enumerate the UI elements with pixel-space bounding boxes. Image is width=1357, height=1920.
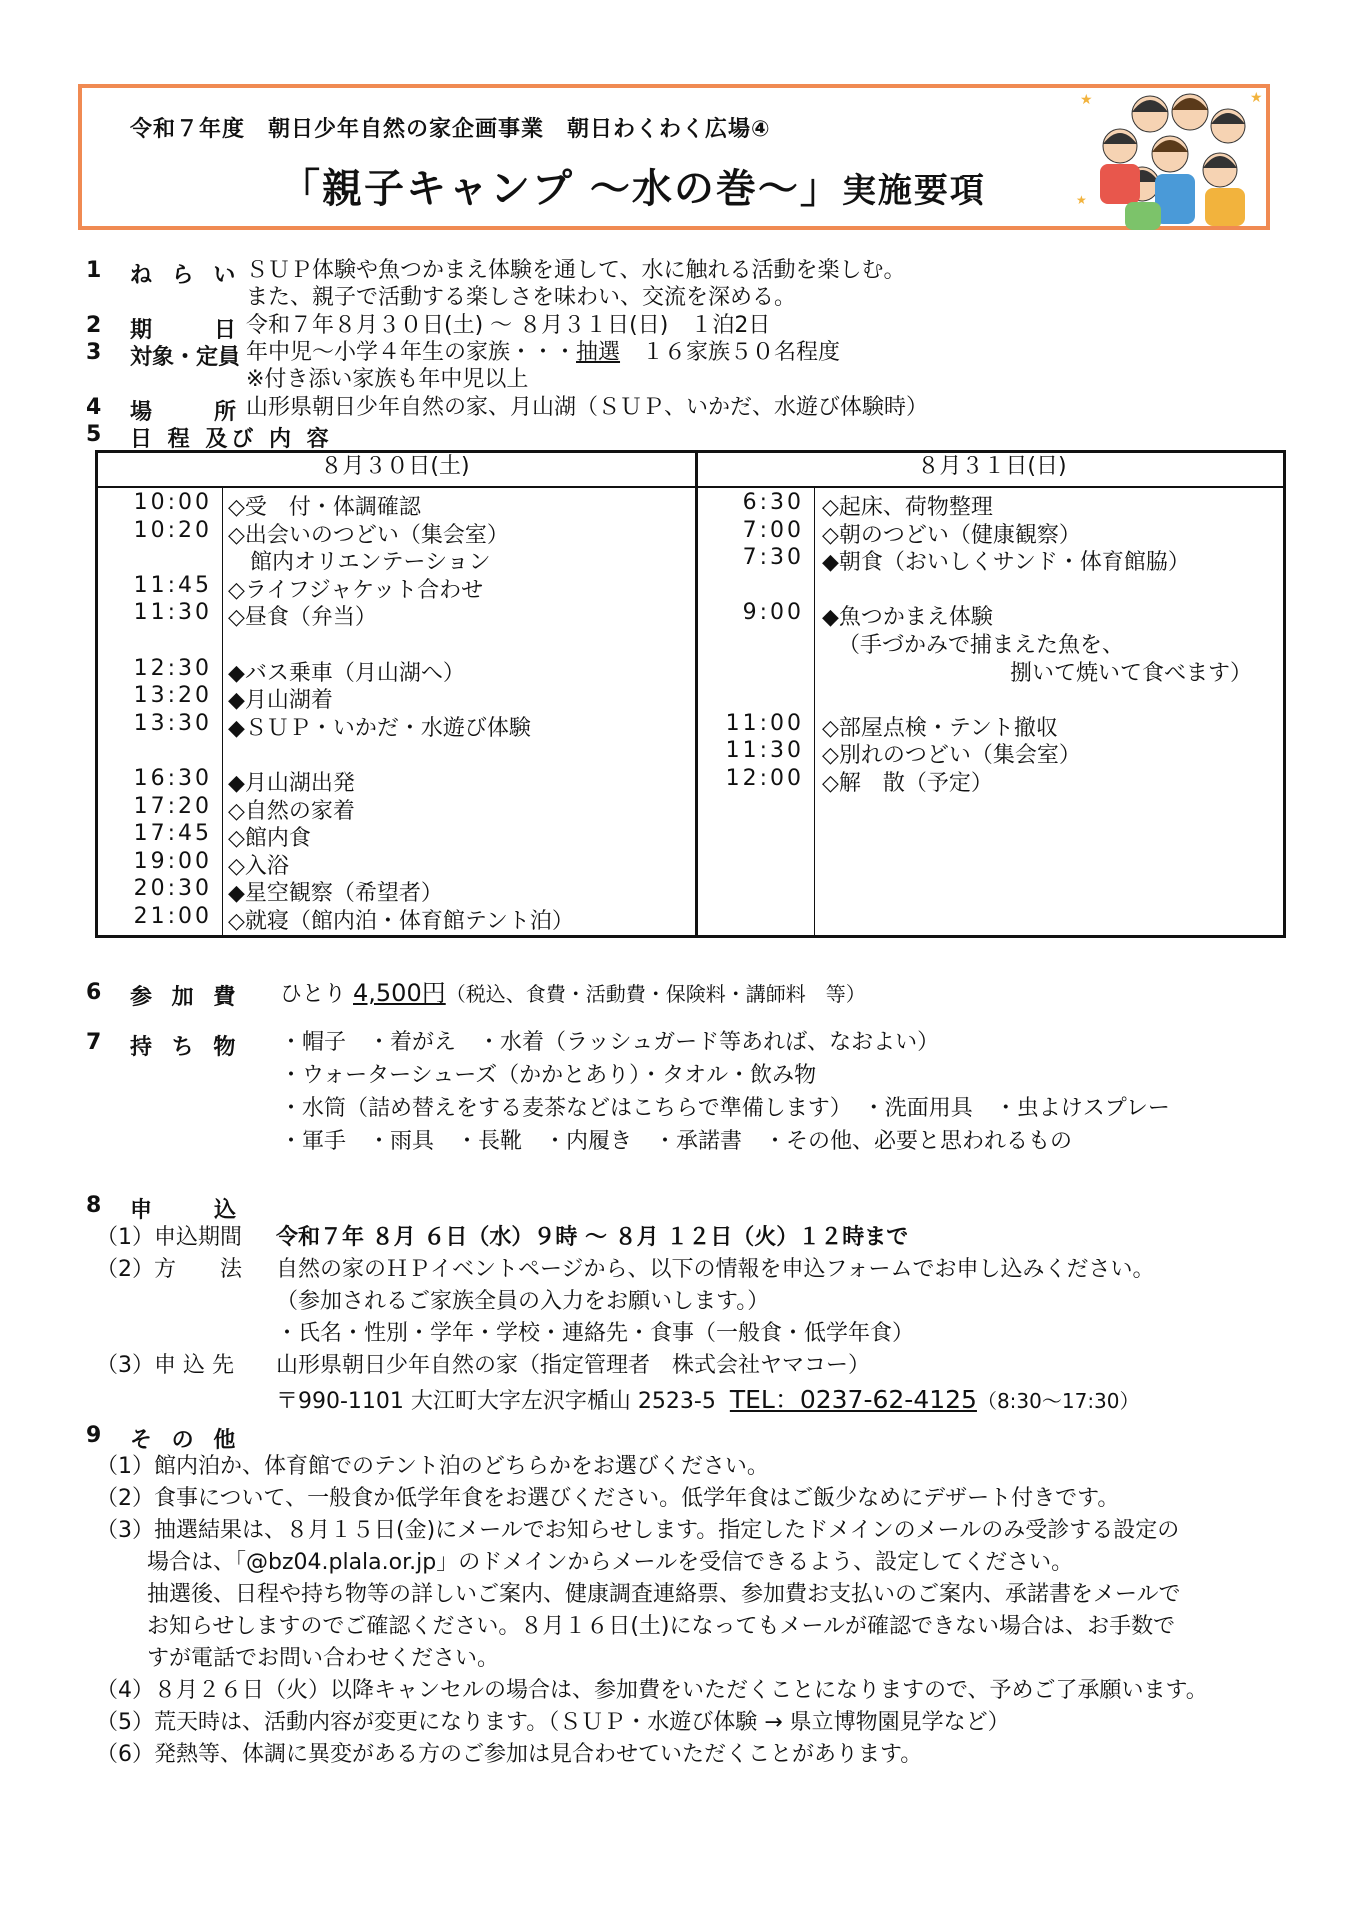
items-line-1: ・帽子 ・着がえ ・水着（ラッシュガード等あれば、なおよい） [280,1030,940,1055]
section-2-label: 期 日 [130,318,243,343]
day2-activity: （手づかみで捕まえた魚を、 [838,633,1125,658]
day2-activity: ◇朝のつどい（健康観察） [822,522,1081,548]
other-note-line: すが電話でお問い合わせください。 [96,1646,499,1671]
day2-header: ８月３１日(日) [917,454,1067,479]
day1-activity: ◇ライフジャケット合わせ [228,577,484,603]
day2-activity: ◇部屋点検・テント撤収 [822,715,1058,741]
table-header-divider [95,486,1286,488]
day1-activity: ◇入浴 [228,853,289,879]
apply-dest: 山形県朝日少年自然の家（指定管理者 株式会社ヤマコー） [276,1353,871,1378]
address: 〒990-1101 大江町大字左沢字楯山 2523-5 [276,1389,716,1414]
fee-amount: 4,500円 [353,979,446,1007]
section-7-number: 7 [86,1030,102,1055]
children-illustration [1070,84,1270,230]
apply-contact [276,1387,1140,1415]
day2-time: 11:00 [725,710,804,736]
table-time-divider-day1 [222,488,223,938]
fee-text [280,980,866,1008]
day2-activity: ◇解 散（予定） [822,771,993,796]
svg-text:★: ★ [1250,90,1263,106]
phone-number: TEL：0237-62-4125 [729,1385,977,1414]
table-time-divider-day2 [814,488,815,938]
venue-text: 山形県朝日少年自然の家、月山湖（ＳＵＰ、いかだ、水遊び体験時） [246,395,929,420]
svg-text:★: ★ [1080,92,1093,108]
day2-time: 11:30 [725,738,804,764]
section-4-number: 4 [86,395,102,420]
day1-activity: ◆ＳＵＰ・いかだ・水遊び体験 [228,715,531,741]
section-6-label: 参 加 費 [130,985,242,1010]
other-note-line: お知らせしますのでご確認ください。８月１６日(土)になってもメールが確認できない場合は、お手数で [96,1614,1176,1639]
day1-time: 10:00 [133,490,212,515]
capacity-text: １６家族５０名程度 [620,340,841,365]
other-note-line: （5）荒天時は、活動内容が変更になります。（ＳＵＰ・水遊び体験 → 県立博物園見学など） [96,1710,1010,1735]
items-line-2: ・ウォーターシューズ（かかとあり）・タオル・飲み物 [280,1063,817,1088]
day2-time: 9:00 [742,600,804,626]
other-note-line: （4）８月２６日（火）以降キャンセルの場合は、参加費をいただくことになりますので、予めご了承願います。 [96,1678,1208,1703]
day1-time: 21:00 [133,904,212,929]
day1-time: 20:30 [133,876,212,902]
day1-activity: ◇昼食（弁当） [228,605,377,631]
day1-time: 17:20 [133,793,212,819]
day1-time: 13:20 [133,683,212,709]
apply-period: 令和７年 ８月 ６日（水）９時 ～ ８月 １２日（火）１２時まで [276,1225,909,1250]
aim-line-1: ＳＵＰ体験や魚つかまえ体験を通して、水に触れる活動を楽しむ。 [246,258,906,283]
section-1-label: ね ら い [130,263,242,288]
day2-activity: ◇別れのつどい（集会室） [822,743,1081,769]
fee-prefix: ひとり [280,982,347,1007]
day1-header: ８月３０日(土) [320,454,470,479]
day1-activity: ◇受 付・体調確認 [228,495,421,520]
aim-line-2: また、親子で活動する楽しさを味わい、交流を深める。 [246,285,797,310]
dates-text: 令和７年８月３０日(土) ～ ８月３１日(日) １泊2日 [246,313,771,338]
day1-activity: ◆星空観察（希望者） [228,881,443,907]
svg-text:★: ★ [1076,193,1087,207]
fee-note: （税込、食費・活動費・保険料・講師料 等） [445,982,866,1006]
lottery-label: 抽選 [576,340,621,365]
title-main: 「親子キャンプ ～水の巻～」 [280,166,842,212]
section-5-label: 日 程 及び 内 容 [130,427,333,452]
day2-activity: ◆魚つかまえ体験 [822,605,993,631]
section-6-number: 6 [86,980,102,1005]
section-9-label: そ の 他 [130,1428,242,1453]
target-text [246,340,840,366]
target-text-a: 年中児～小学４年生の家族・・・ [246,340,577,365]
office-hours: （8:30～17:30） [976,1389,1140,1413]
day2-activity: ◇起床、荷物整理 [822,495,993,520]
section-1-number: 1 [86,258,102,283]
other-note-line: 抽選後、日程や持ち物等の詳しいご案内、健康調査連絡票、参加費お支払いのご案内、承諾書をメールで [96,1582,1181,1607]
section-3-label: 対象・定員 [130,345,241,370]
day1-time: 12:30 [133,655,212,681]
day1-time: 11:30 [133,600,212,626]
section-7-label: 持 ち 物 [130,1035,242,1060]
day2-time: 6:30 [742,490,804,515]
day1-time: 16:30 [133,766,212,791]
other-note-line: （1）館内泊か、体育館でのテント泊のどちらかをお選びください。 [96,1454,769,1479]
items-line-4: ・軍手 ・雨具 ・長靴 ・内履き ・承諾書 ・その他、必要と思われるもの [280,1129,1073,1154]
day2-time: 12:00 [725,766,804,791]
section-8-number: 8 [86,1193,102,1218]
apply-method-line-1: 自然の家のＨＰイベントページから、以下の情報を申込フォームでお申し込みください。 [276,1257,1155,1282]
day1-activity: ◇自然の家着 [228,798,355,824]
day1-activity: ◆月山湖出発 [228,771,355,796]
apply-method-label: （2）方 法 [96,1257,242,1282]
apply-method-line-3: ・氏名・性別・学年・学校・連絡先・食事（一般食・低学年食） [276,1321,915,1346]
day1-time: 17:45 [133,821,212,847]
header-subtitle: 令和７年度 朝日少年自然の家企画事業 朝日わくわく広場④ [130,117,771,142]
section-8-label: 申 込 [130,1198,243,1223]
other-note-line: 場合は、「@bz04.plala.or.jp」のドメインからメールを受信できるよう、設定してください。 [96,1550,1074,1575]
day2-activity: ◆朝食（おいしくサンド・体育館脇） [822,550,1190,576]
day1-activity: ◇出会いのつどい（集会室） [228,522,509,548]
day1-time: 10:20 [133,517,212,543]
section-3-number: 3 [86,340,102,365]
section-4-label: 場 所 [130,400,243,425]
section-2-number: 2 [86,313,102,338]
table-day-divider [695,450,698,938]
title-tail: 実施要項 [841,171,986,211]
apply-period-label: （1）申込期間 [96,1225,242,1250]
day1-activity: ◆バス乗車（月山湖へ） [228,660,465,686]
day2-activity: 捌いて焼いて食べます） [1010,660,1253,686]
page-title [280,157,986,214]
day1-activity: 館内オリエンテーション [228,550,491,576]
other-note-line: （2）食事について、一般食か低学年食をお選びください。低学年食はご飯少なめにデザート付きです。 [96,1486,1120,1511]
section-9-number: 9 [86,1423,102,1448]
day1-activity: ◆月山湖着 [228,688,333,714]
day1-time: 13:30 [133,710,212,736]
items-line-3: ・水筒（詰め替えをする麦茶などはこちらで準備します） ・洗面用具 ・虫よけスプレー [280,1096,1170,1121]
day1-time: 11:45 [133,572,212,598]
day2-time: 7:00 [742,517,804,543]
day1-time: 19:00 [133,848,212,874]
section-5-number: 5 [86,422,102,447]
apply-method-line-2: （参加されるご家族全員の入力をお願いします。） [276,1289,770,1314]
apply-dest-label: （3）申 込 先 [96,1353,234,1378]
day1-activity: ◇館内食 [228,826,311,852]
target-note: ※付き添い家族も年中児以上 [246,367,529,392]
day1-activity: ◇就寝（館内泊・体育館テント泊） [228,909,574,934]
other-note-line: （3）抽選結果は、８月１５日(金)にメールでお知らせします。指定したドメインのメールのみ受診する設定の [96,1518,1180,1543]
other-note-line: （6）発熱等、体調に異変がある方のご参加は見合わせていただくことがあります。 [96,1742,923,1767]
day2-time: 7:30 [742,545,804,571]
